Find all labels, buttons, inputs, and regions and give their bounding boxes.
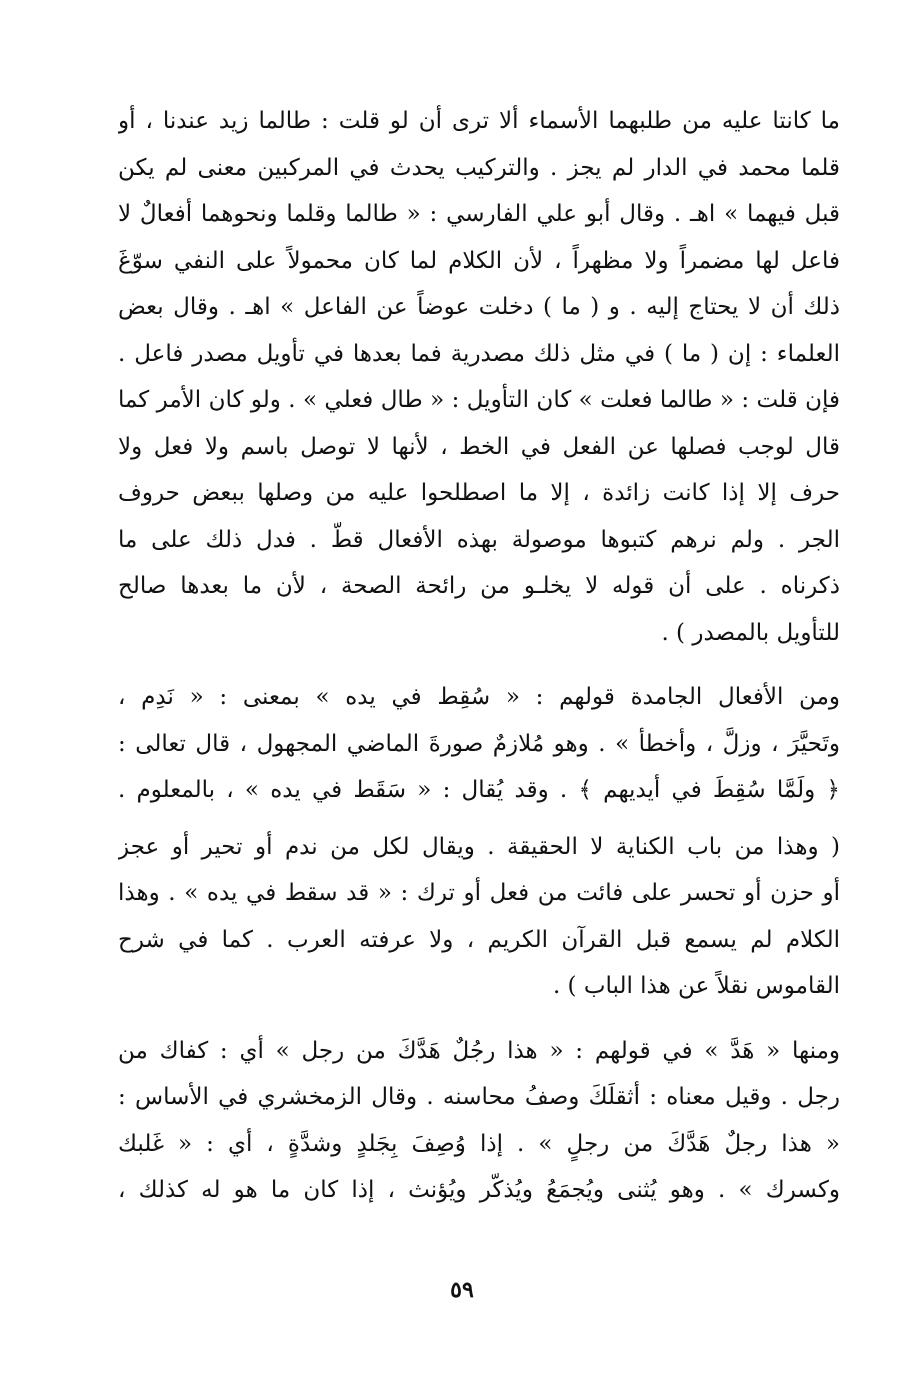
text-line: فإن قلت : « طالما فعلت » كان التأويل : « طال فعلي » . ولو كان الأمر كما [118,387,840,413]
text-line: قال لوجب فصلها عن الفعل في الخط ، لأنها لا توصل باسم ولا فعل ولا [118,433,840,460]
text-line: فاعل لها مضمراً ولا مظهراً ، لأن الكلام لما كان محمولاً على النفي سوّغَ [118,247,840,274]
text-line: حرف إلا إذا كانت زائدة ، إلا ما اصطلحوا عليه من وصلها ببعض حروف [118,480,840,506]
text-line: وتَحيَّرَ ، وزلَّ ، وأخطأ » . وهو مُلازمٌ صورةَ الماضي المجهول ، قال تعالى : [118,730,840,757]
text-line: قبل فيهما » اهـ . وقال أبو علي الفارسي : « طالما وقلما ونحوهما أفعالٌ لا [118,201,840,227]
text-line: ذكرناه . على أن قوله لا يخلـو من رائحة الصحة ، لأن ما بعدها صالح [118,573,840,599]
text-line: ذلك أن لا يحتاج إليه . و ( ما ) دخلت عوضاً عن الفاعل » اهـ . وقال بعض [118,294,840,320]
page-body [118,98,840,1214]
paragraph-2 [118,674,840,814]
page-number: ٥٩ [450,1277,474,1303]
paragraph-gap [118,1010,840,1028]
text-line: قلما محمد في الدار لم يجز . والتركيب يحدث في المركبين معنى لم يكن [118,154,840,181]
text-line: القاموس نقلاً عن هذا الباب ) . [552,973,840,999]
text-line: « هذا رجلٌ هَدَّكَ من رجلٍ » . إذا وُصِفَ بِجَلدٍ وشدَّةٍ ، أي : « غَلبك [118,1130,840,1157]
paragraph-1 [118,98,840,656]
text-line: للتأويل بالمصدر ) . [661,619,840,646]
paragraph-gap [118,814,840,824]
paragraph-3 [118,824,840,1010]
text-line: أو حزن أو تحسر على فائت من فعل أو ترك : « قد سقط في يده » . وهذا [118,880,840,906]
text-line: ومن الأفعال الجامدة قولهم : « سُقِط في يده » بمعنى : « نَدِم ، [118,684,840,710]
text-line: رجل . وقيل معناه : أثقلَكَ وصفُ محاسنه . وقال الزمخشري في الأساس : [118,1084,840,1110]
text-line: ومنها « هَدَّ » في قولهم : « هذا رجُلٌ هَدَّكَ من رجل » أي : كفاك من [118,1037,840,1064]
text-line: الجر . ولم نرهم كتبوها موصولة بهذه الأفعال قطّ . فدل ذلك على ما [118,526,840,553]
text-line: وكسرك » . وهو يُثنى ويُجمَعُ ويُذكّر ويُؤنث ، إذا كان ما هو له كذلك ، [118,1177,840,1203]
paragraph-gap [118,656,840,674]
text-line: العلماء : إن ( ما ) في مثل ذلك مصدرية فما بعدها في تأويل مصدر فاعل . [118,340,840,367]
text-line: الكلام لم يسمع قبل القرآن الكريم ، ولا عرفته العرب . كما في شرح [118,926,840,953]
text-line: ( وهذا من باب الكناية لا الحقيقة . ويقال لكل من ندم أو تحير أو عجز [118,833,840,860]
text-line: ﴿ ولَمَّا سُقِطَ في أيديهم ﴾ . وقد يُقال : « سَقَط في يده » ، بالمعلوم . [118,777,840,803]
paragraph-4 [118,1028,840,1214]
text-line: ما كانتا عليه من طلبهما الأسماء ألا ترى أن لو قلت : طالما زيد عندنا ، أو [118,108,840,134]
